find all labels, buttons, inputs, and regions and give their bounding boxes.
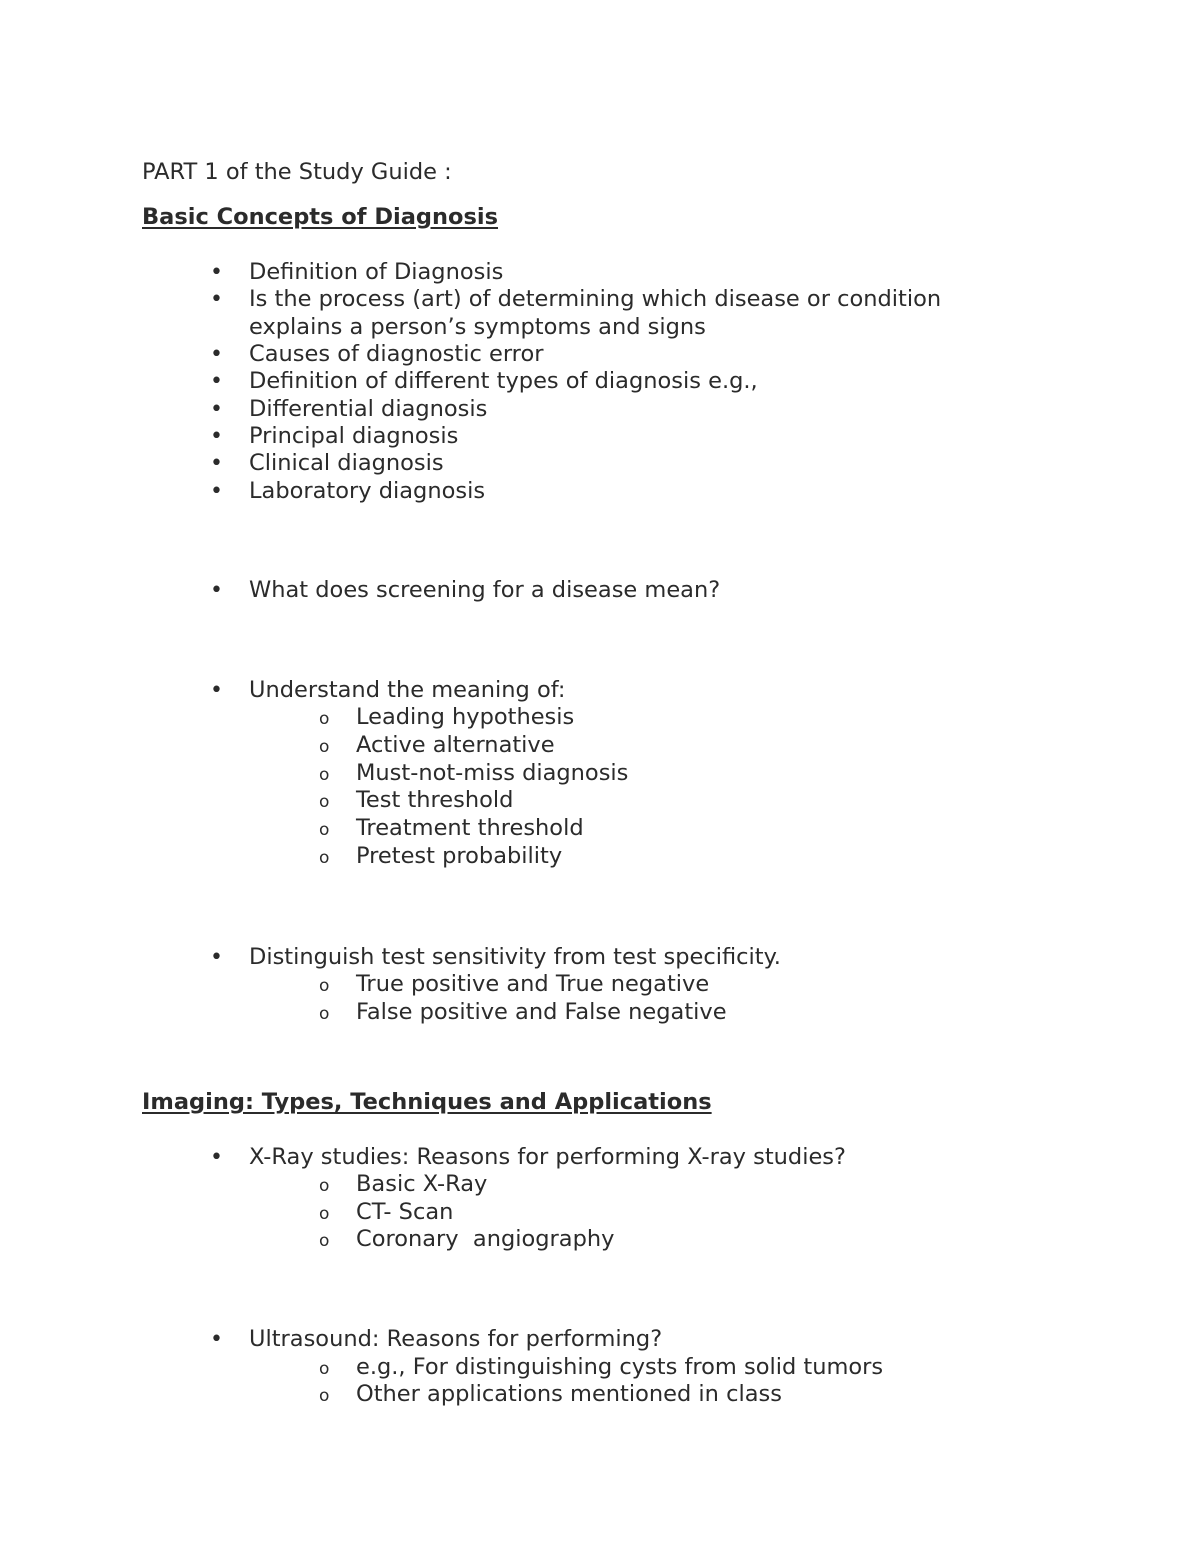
sub-bullet-icon: o: [319, 976, 330, 996]
sub-bullet-icon: o: [319, 1004, 330, 1024]
list-item: Definition of Diagnosis: [249, 259, 504, 285]
sub-list-item: e.g., For distinguishing cysts from solid tumors: [356, 1354, 884, 1380]
sub-bullet-icon: o: [319, 820, 330, 840]
section-heading-basic-concepts: Basic Concepts of Diagnosis: [142, 204, 499, 230]
list-item: Principal diagnosis: [249, 423, 459, 449]
list-item: Distinguish test sensitivity from test specificity.: [249, 944, 781, 970]
bullet-icon: •: [210, 678, 223, 703]
bullet-icon: •: [210, 945, 223, 970]
bullet-icon: •: [210, 479, 223, 504]
list-item: Understand the meaning of:: [249, 677, 566, 703]
sub-list-item: False positive and False negative: [356, 999, 727, 1025]
sub-list-item: Must-not-miss diagnosis: [356, 760, 629, 786]
bullet-icon: •: [210, 369, 223, 394]
sub-bullet-icon: o: [319, 709, 330, 729]
list-item: Clinical diagnosis: [249, 450, 444, 476]
sub-bullet-icon: o: [319, 765, 330, 785]
list-item: Differential diagnosis: [249, 396, 488, 422]
bullet-icon: •: [210, 342, 223, 367]
sub-bullet-icon: o: [319, 848, 330, 868]
list-item: Causes of diagnostic error: [249, 341, 544, 367]
list-item: What does screening for a disease mean?: [249, 577, 721, 603]
list-item: Laboratory diagnosis: [249, 478, 486, 504]
sub-bullet-icon: o: [319, 1204, 330, 1224]
list-item: Is the process (art) of determining which disease or condition: [249, 286, 942, 312]
list-item-continuation: explains a person’s symptoms and signs: [249, 314, 706, 340]
bullet-icon: •: [210, 1145, 223, 1170]
list-item: Ultrasound: Reasons for performing?: [249, 1326, 663, 1352]
sub-list-item: Coronary angiography: [356, 1226, 615, 1252]
sub-list-item: Leading hypothesis: [356, 704, 575, 730]
list-item: X-Ray studies: Reasons for performing X-ray studies?: [249, 1144, 846, 1170]
sub-list-item: Test threshold: [356, 787, 514, 813]
sub-list-item: Basic X-Ray: [356, 1171, 488, 1197]
sub-list-item: Other applications mentioned in class: [356, 1381, 782, 1407]
bullet-icon: •: [210, 451, 223, 476]
list-item: Definition of different types of diagnosis e.g.,: [249, 368, 758, 394]
section-heading-imaging: Imaging: Types, Techniques and Applications: [142, 1089, 712, 1115]
bullet-icon: •: [210, 260, 223, 285]
bullet-icon: •: [210, 424, 223, 449]
intro-line: PART 1 of the Study Guide :: [142, 159, 452, 185]
sub-list-item: Active alternative: [356, 732, 555, 758]
sub-list-item: True positive and True negative: [356, 971, 710, 997]
bullet-icon: •: [210, 578, 223, 603]
sub-bullet-icon: o: [319, 737, 330, 757]
sub-list-item: Pretest probability: [356, 843, 563, 869]
sub-bullet-icon: o: [319, 1231, 330, 1251]
sub-list-item: CT- Scan: [356, 1199, 454, 1225]
sub-bullet-icon: o: [319, 1386, 330, 1406]
bullet-icon: •: [210, 1327, 223, 1352]
bullet-icon: •: [210, 287, 223, 312]
sub-list-item: Treatment threshold: [356, 815, 584, 841]
sub-bullet-icon: o: [319, 1359, 330, 1379]
bullet-icon: •: [210, 397, 223, 422]
sub-bullet-icon: o: [319, 1176, 330, 1196]
sub-bullet-icon: o: [319, 792, 330, 812]
